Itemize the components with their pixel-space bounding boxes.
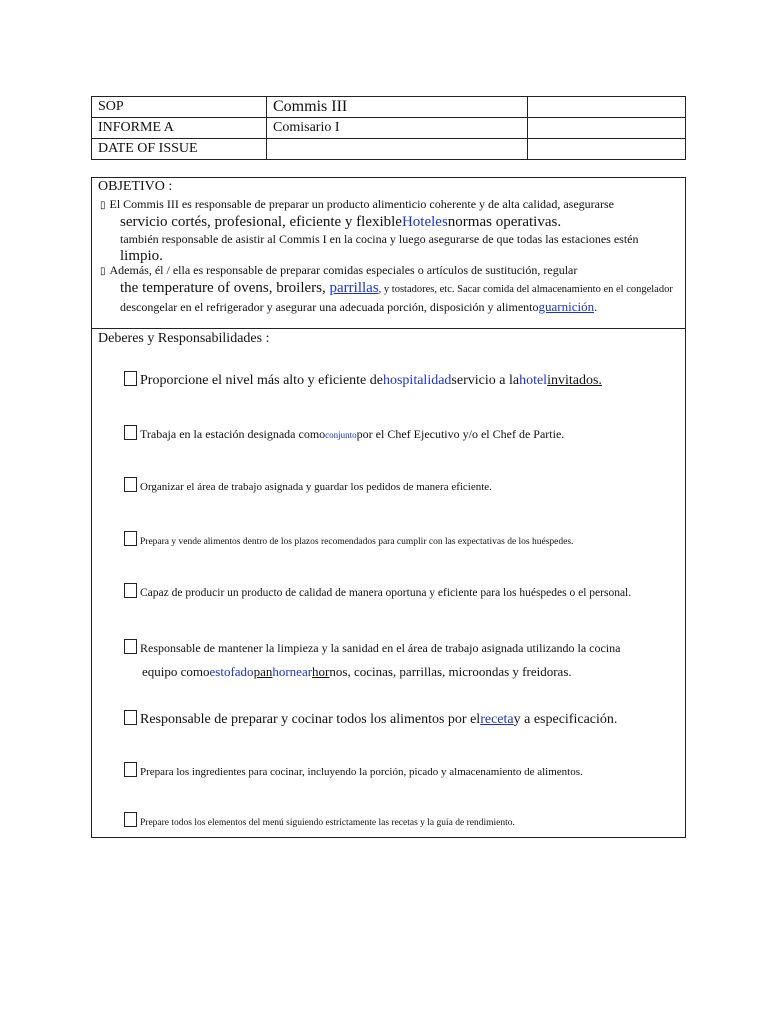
date-extra — [528, 139, 686, 160]
hoteles-link[interactable]: Hoteles — [401, 214, 448, 230]
estofado-link[interactable]: estofado — [209, 664, 254, 679]
sop-extra — [528, 97, 686, 118]
obj-p1-line4: limpio. — [120, 248, 163, 264]
checkbox-icon — [124, 425, 137, 440]
objective-title: OBJETIVO : — [98, 179, 173, 194]
obj-p2-line2b: , y tostadores, etc. Sacar comida del almacenamiento en el congelador — [378, 284, 673, 295]
duty-item: Prepare todos los elementos del menú siguiendo estrictamente las recetas y la guía de rendimiento. — [124, 812, 684, 828]
hotel-link[interactable]: hotel — [519, 373, 548, 388]
section-divider — [92, 328, 685, 329]
guarnicion-link[interactable]: guarnición — [538, 299, 595, 314]
duties-title: Deberes y Responsabilidades : — [98, 331, 270, 346]
objective-paragraph-2 — [100, 262, 685, 316]
checkbox-icon — [124, 531, 137, 546]
obj-p2-line1: Además, él / ella es responsable de preparar comidas especiales o artículos de sustitución, regular — [109, 263, 578, 277]
sop-label: SOP — [92, 97, 267, 118]
duty-item: Proporcione el nivel más alto y eficiente dehospitalidadservicio a lahotelinvitados. — [124, 371, 684, 389]
obj-p1-line2b: normas operativas. — [447, 214, 562, 230]
obj-p2-line3: descongelar en el refrigerador y asegurar una adecuada porción, disposición y alimento — [120, 300, 539, 314]
header-table — [91, 96, 686, 160]
duty-item: Prepara y vende alimentos dentro de los plazos recomendados para cumplir con las expectativas de los huéspedes. — [124, 531, 684, 547]
duty-item: Prepara los ingredientes para cocinar, incluyendo la porción, picado y almacenamiento de alimentos. — [124, 762, 684, 778]
checkbox-icon — [124, 812, 137, 827]
header-row-sop — [92, 97, 686, 118]
checkbox-icon — [124, 583, 137, 598]
checkbox-icon — [124, 762, 137, 777]
duty-item: Responsable de mantener la limpieza y la sanidad en el área de trabajo asignada utilizando la cocina equipo comoestofadopanhornearhornos, cocinas, parrillas, microondas y freidoras. — [124, 636, 684, 684]
checkbox-icon — [124, 477, 137, 492]
obj-p1-line3: también responsable de asistir al Commis I en la cocina y luego asegurarse de que todas las estaciones estén — [120, 232, 639, 246]
informe-extra — [528, 118, 686, 139]
parrillas-link[interactable]: parrillas — [329, 280, 379, 296]
hospitalidad-link[interactable]: hospitalidad — [382, 373, 452, 388]
obj-p1-line2: servicio cortés, profesional, eficiente y flexible — [120, 214, 402, 230]
duty-item: Responsable de preparar y cocinar todos los alimentos por elrecetay a especificación. — [124, 710, 684, 728]
informe-value: Comisario I — [267, 118, 528, 139]
obj-p2-line3b: . — [594, 300, 598, 314]
hornear-link[interactable]: hornear — [272, 664, 313, 679]
checkbox-icon — [124, 710, 137, 725]
content-box — [91, 177, 686, 838]
unknown-glyph-icon: ▯ — [100, 200, 106, 211]
unknown-glyph-icon: ▯ — [100, 266, 106, 277]
duty-item: Capaz de producir un producto de calidad de manera oportuna y eficiente para los huéspedes o el personal. — [124, 583, 684, 599]
date-label: DATE OF ISSUE — [92, 139, 267, 160]
objective-paragraph-1 — [100, 196, 685, 265]
duty-item: Organizar el área de trabajo asignada y guardar los pedidos de manera eficiente. — [124, 477, 684, 493]
obj-p2-line2: the temperature of ovens, broilers, — [120, 280, 330, 296]
obj-p1-line1: El Commis III es responsable de preparar un producto alimenticio coherente y de alta calidad, asegurarse — [109, 197, 614, 211]
receta-link[interactable]: receta — [480, 712, 514, 727]
header-row-informe — [92, 118, 686, 139]
checkbox-icon — [124, 639, 137, 654]
date-value — [267, 139, 528, 160]
duty-item: Trabaja en la estación designada comoconjuntopor el Chef Ejecutivo y/o el Chef de Partie. — [124, 425, 684, 442]
informe-label: INFORME A — [92, 118, 267, 139]
header-row-date — [92, 139, 686, 160]
sop-value: Commis III — [267, 97, 528, 118]
checkbox-icon — [124, 371, 137, 386]
conjunto-link[interactable]: conjunto — [325, 430, 357, 440]
